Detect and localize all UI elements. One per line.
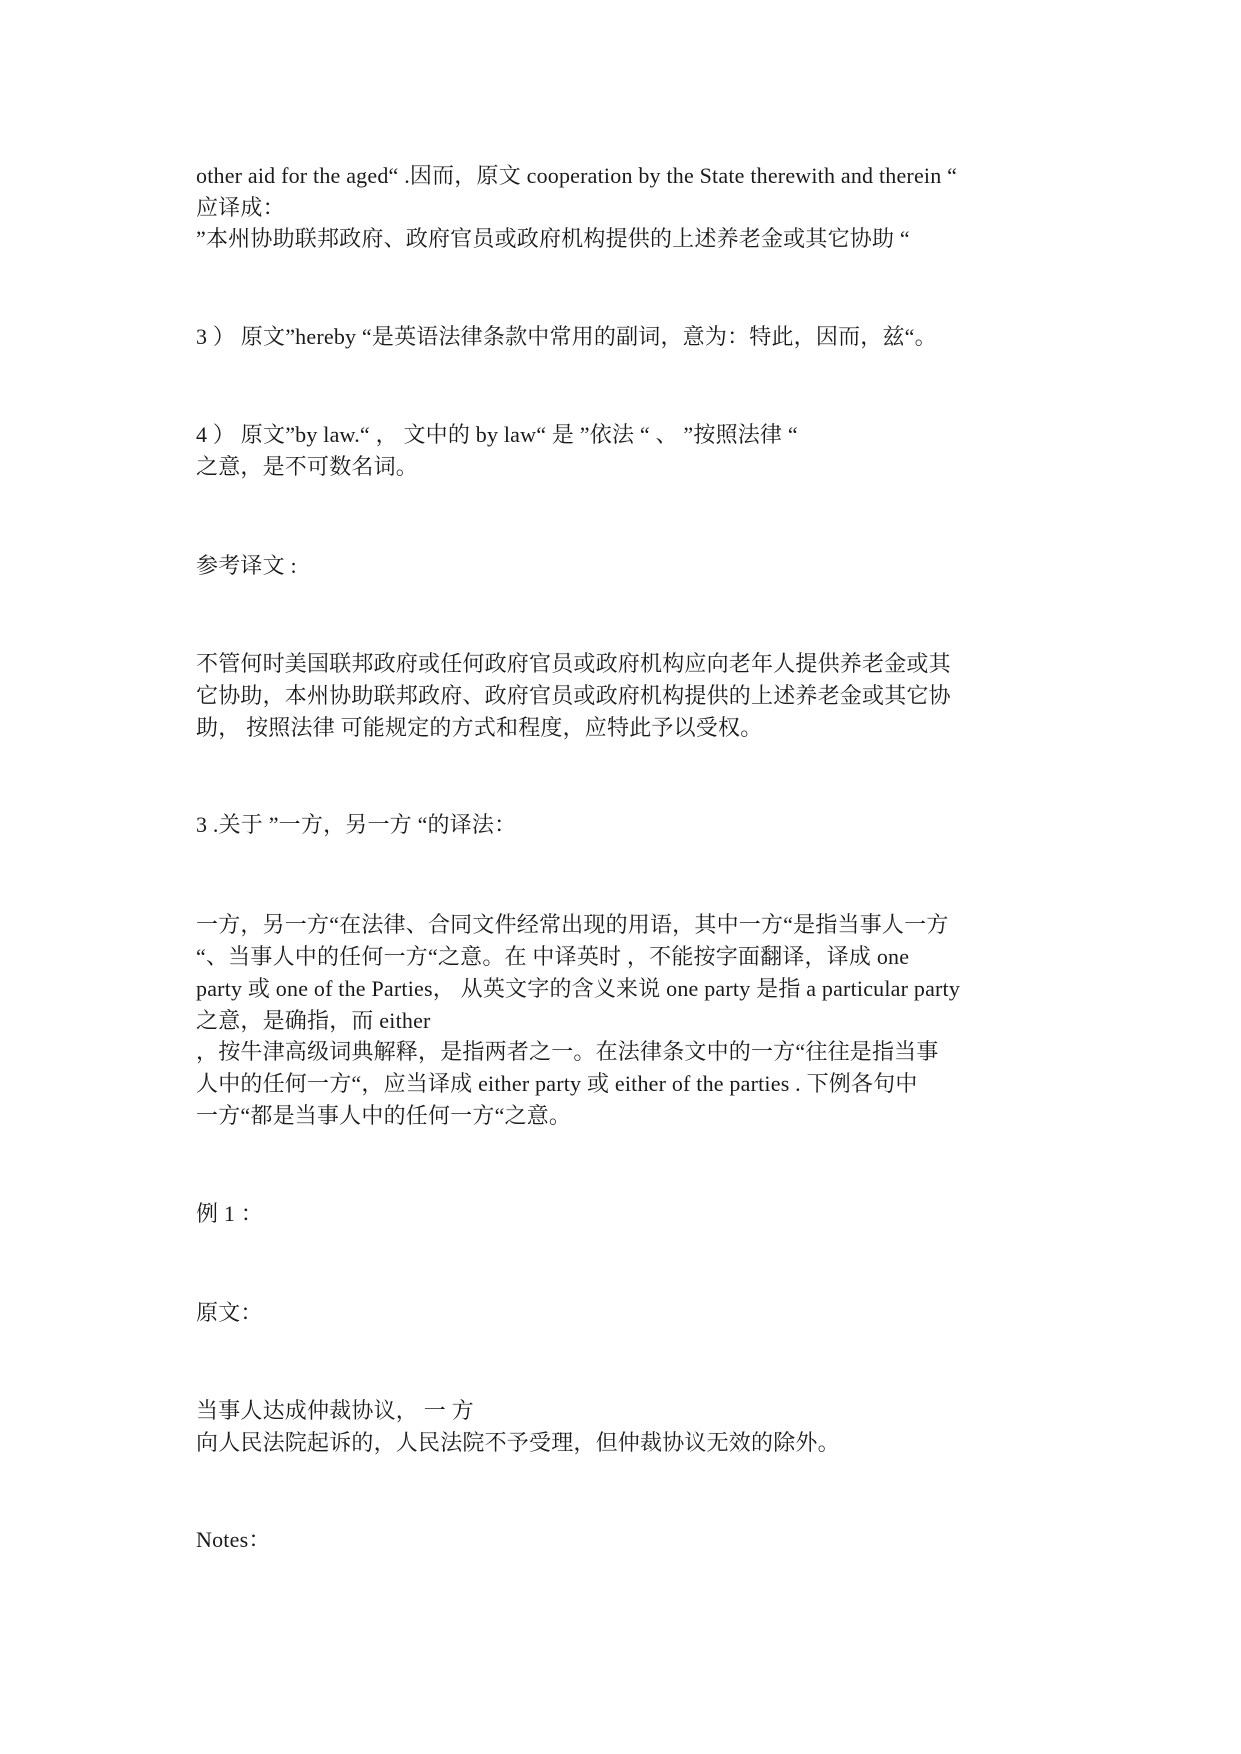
- text-line: 当事人达成仲裁协议， 一 方: [196, 1398, 474, 1423]
- text-line: 之意，是确指，而 either: [196, 1008, 431, 1033]
- notes-label: Notes：: [196, 1527, 271, 1552]
- section-heading: 参考译文 :: [196, 553, 297, 578]
- example-label: 例 1 ：: [196, 1201, 264, 1226]
- text-line: 助， 按照法律 可能规定的方式和程度，应特此予以受权。: [196, 715, 763, 740]
- text-line: 3 ） 原文”hereby “是英语法律条款中常用的副词，意为：特此，因而，兹“。: [196, 324, 937, 349]
- text-line: party 或 one of the Parties， 从英文字的含义来说 one party 是指 a particular party: [196, 976, 961, 1001]
- text-line: 一方，另一方“在法律、合同文件经常出现的用语，其中一方“是指当事人一方: [196, 912, 949, 937]
- text-line: 应译成：: [196, 195, 285, 220]
- source-text-label: 原文：: [196, 1300, 263, 1325]
- text-line: 它协助，本州协助联邦政府、政府官员或政府机构提供的上述养老金或其它协: [196, 683, 951, 708]
- text-line: “、当事人中的任何一方“之意。在 中译英时 ，不能按字面翻译，译成 one: [196, 944, 910, 969]
- text-line: ”本州协助联邦政府、政府官员或政府机构提供的上述养老金或其它协助 “: [196, 226, 910, 251]
- text-line: 一方“都是当事人中的任何一方“之意。: [196, 1103, 572, 1128]
- text-line: 向人民法院起诉的，人民法院不予受理，但仲裁协议无效的除外。: [196, 1430, 840, 1455]
- text-line: 4 ） 原文”by law.“ ， 文中的 by law“ 是 ”依法 “ 、 ”按照法律 “: [196, 422, 798, 447]
- text-line: ，按牛津高级词典解释，是指两者之一。在法律条文中的一方“往往是指当事: [196, 1039, 939, 1064]
- section-heading: 3 .关于 ”一方，另一方 “的译法：: [196, 812, 517, 837]
- text-line: 之意，是不可数名词。: [196, 454, 419, 479]
- text-line: 人中的任何一方“，应当译成 either party 或 either of the parties . 下例各句中: [196, 1071, 918, 1096]
- text-line: 不管何时美国联邦政府或任何政府官员或政府机构应向老年人提供养老金或其: [196, 651, 951, 676]
- text-line: other aid for the aged“ .因而，原文 cooperation by the State therewith and therein “: [196, 163, 958, 188]
